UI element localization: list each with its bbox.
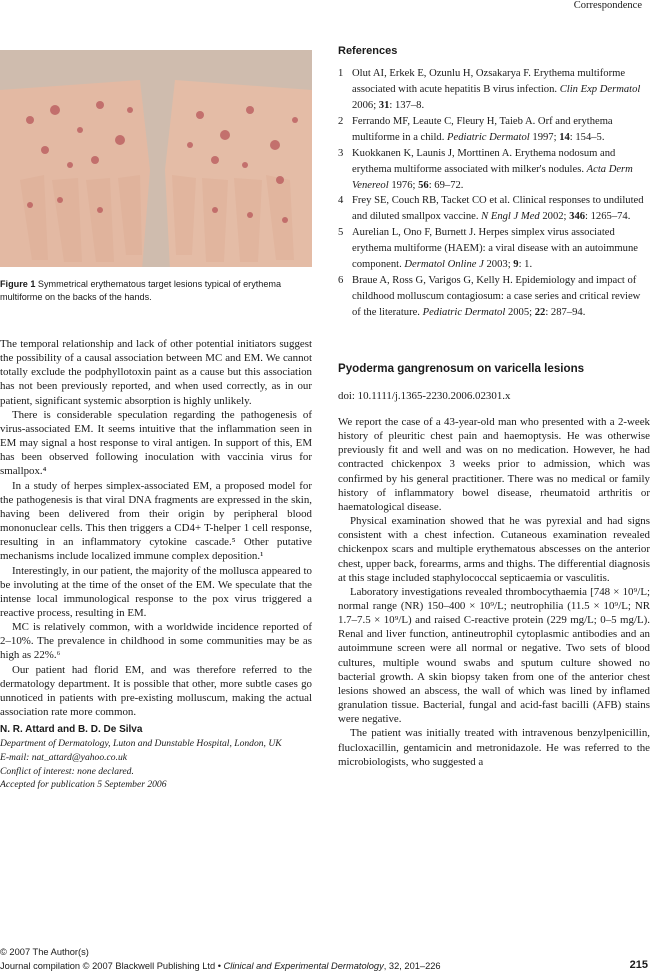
figure-hands-photo — [0, 50, 312, 267]
footer-journal-line — [0, 961, 650, 971]
reference-journal: Pediatric Dermatol — [422, 306, 506, 318]
reference-volume: 9 — [513, 259, 519, 271]
reference-text: Braue A, Ross G, Varigos G, Kelly H. Epidemiology and impact of childhood molluscum contagiosum: a case series and critical review of the literature. — [352, 274, 641, 318]
reference-journal: Clin Exp Dermatol — [559, 84, 641, 96]
figure-label: Figure 1 — [0, 279, 36, 289]
footer-publisher: Journal compilation © 2007 Blackwell Publishing Ltd • — [0, 961, 224, 971]
running-head: Correspondence — [573, 0, 642, 11]
reference-number: 5 — [338, 227, 344, 239]
accepted-date: Accepted for publication 5 September 2006 — [0, 779, 167, 791]
reference-item — [338, 66, 650, 114]
paragraph: MC is relatively common, with a worldwide incidence reported of 2–10%. The prevalence in childhood in some communities may be as high as 22%.⁶ — [0, 621, 312, 662]
reference-item — [338, 273, 650, 321]
reference-number: 6 — [338, 274, 344, 286]
footer-journal-name: Clinical and Experimental Dermatology — [223, 961, 384, 971]
paragraph: Interestingly, in our patient, the majority of the mollusca appeared to be involuting at the time of the onset of the EM. We speculate that the intense local immunological response to the pox virus triggered a reactive process, resulting in EM. — [0, 564, 312, 619]
paragraph: There is considerable speculation regarding the pathogenesis of virus-associated EM. It seems intuitive that the inflammation seen in EM may signal a host response to viral antigen. In support of this, EM has been observed following inoculation with vaccinia virus for smallpox.⁴ — [0, 408, 312, 478]
footer-volume-pages: , 32, 201–226 — [383, 961, 441, 971]
left-column — [0, 50, 312, 792]
reference-year: 1997; — [532, 131, 557, 143]
reference-volume: 31 — [378, 99, 390, 111]
reference-item — [338, 225, 650, 273]
reference-year: 2006; — [352, 99, 377, 111]
paragraph: The temporal relationship and lack of other potential initiators suggest the possibility of a causal association between MC and EM. We cannot totally exclude the podphyllotoxin paint as a cause but this association has not been previously reported, and when used correctly, as in our patient, significant systemic absorption is highly unlikely. — [0, 338, 312, 407]
reference-journal: N Engl J Med — [481, 211, 540, 223]
paragraph: Laboratory investigations revealed thrombocythaemia [748 × 10⁹/L; normal range (NR) 150–400 × 10⁹/L; neutrophilia (11.5 × 10⁹/L; NR 1.7–7.5 × 10⁹/L) and raised C-reactive protein (229 mg/L; 0–5 mg/L). Renal and liver function, antineutrophil cytoplasmic antibodies and an autoimmune screen were all normal or negative. Two sets of blood cultures, multiple wound swabs and sputum culture showed no bacterial growth. A skin biopsy taken from one of the anterior chest lesions showed an abscess, the wall of which was lined by inflamed granulation tissue. Bacterial, fungal and acid-fast bacilli (AFB) stains were negative. — [338, 585, 650, 726]
affiliation-email[interactable]: E-mail: nat_attard@yahoo.co.uk — [0, 751, 128, 763]
reference-item — [338, 193, 650, 225]
reference-pages: : 137–8. — [389, 99, 425, 111]
reference-pages: : 287–94. — [545, 306, 586, 318]
reference-pages: : 69–72. — [428, 179, 464, 191]
reference-number: 1 — [338, 68, 344, 80]
figure-caption-text: Symmetrical erythematous target lesions typical of erythema multiforme on the backs of the hands. — [0, 279, 282, 302]
reference-number: 4 — [338, 195, 344, 207]
reference-pages: : 1265–74. — [585, 211, 631, 223]
reference-volume: 14 — [559, 131, 570, 143]
paragraph: We report the case of a 43-year-old man who presented with a 2-week history of pleuritic chest pain and haemoptysis. He was otherwise previously fit and well and was on no medication. However, he had contracted chickenpox 3 weeks prior to admission, which was confirmed by his general practitioner. There was no medical or family history of inflammatory bowel disease, rheumatoid arthritis or haematological disease. — [338, 415, 650, 513]
reference-number: 3 — [338, 147, 344, 159]
reference-year: 1976; — [391, 179, 416, 191]
reference-item — [338, 146, 650, 194]
section-title: Pyoderma gangrenosum on varicella lesions — [338, 361, 585, 375]
reference-number: 2 — [338, 115, 344, 127]
reference-text: Aurelian L, Ono F, Burnett J. Herpes simplex virus associated erythema multiforme (HAEM): a viral disease with an autoimmune component. — [352, 227, 638, 271]
reference-text: Kuokkanen K, Launis J, Morttinen A. Erythema nodosum and erythema multiforme associated with milker's nodules. — [352, 147, 616, 175]
authors: N. R. Attard and B. D. De Silva — [0, 724, 143, 736]
paragraph: Physical examination showed that he was pyrexial and had signs consistent with a chest infection. Cutaneous examination revealed chickenpox scars and multiple erythematous abscesses on the anterior chest, upper back, forearms, arms and thighs. The differential diagnosis at this stage included staphylococcal septicaemia or vasculitis. — [338, 515, 650, 584]
reference-year: 2002; — [542, 211, 567, 223]
reference-journal: Dermatol Online J — [404, 259, 484, 271]
paragraph: The patient was initially treated with intravenous benzylpenicillin, flucloxacillin, gentamicin and metronidazole. He was referred to the microbiologists, who suggested a — [338, 727, 650, 768]
doi[interactable]: doi: 10.1111/j.1365-2230.2006.02301.x — [338, 389, 511, 402]
references-list — [338, 66, 650, 321]
reference-journal: Pediatric Dermatol — [447, 131, 530, 143]
hands-illustration — [0, 50, 312, 267]
reference-item — [338, 114, 650, 146]
footer-copyright: © 2007 The Author(s) — [0, 947, 89, 957]
paragraph: In a study of herpes simplex-associated EM, a proposed model for the pathogenesis is that viral DNA fragments are expressed in the skin, having been delivered from their origin by peripheral blood mononuclear cells. This then triggers a CD4+ T-helper 1 cell response, resulting in an inflammatory cytokine cascade.⁵ Other putative mechanisms include localized immune complex deposition.¹ — [0, 479, 312, 563]
references-heading: References — [338, 45, 398, 57]
reference-year: 2005; — [507, 306, 533, 318]
reference-volume: 56 — [418, 179, 429, 191]
conflict-of-interest: Conflict of interest: none declared. — [0, 765, 134, 777]
reference-pages: : 1. — [518, 259, 533, 271]
reference-pages: : 154–5. — [569, 131, 605, 143]
reference-journal: Acta Derm Venereol — [352, 163, 633, 191]
paragraph: Our patient had florid EM, and was therefore referred to the dermatology department. It is possible that other, more subtle cases go unnoticed in patients with pre-existing molluscum, making the actual association rate more common. — [0, 663, 312, 719]
right-body-text — [338, 415, 650, 769]
left-body-text — [0, 337, 312, 719]
figure-caption — [0, 278, 312, 303]
reference-text: Olut AI, Erkek E, Ozunlu H, Ozsakarya F. Erythema multiforme associated with acute hepatitis B virus infection. — [352, 68, 626, 96]
reference-text: Ferrando MF, Leaute C, Fleury H, Taieb A. Orf and erythema multiforme in a child. — [352, 115, 613, 143]
reference-volume: 22 — [534, 306, 546, 318]
page-number: 215 — [629, 959, 648, 971]
right-column — [338, 44, 650, 769]
affiliation-dept: Department of Dermatology, Luton and Dunstable Hospital, London, UK — [0, 738, 282, 750]
reference-volume: 346 — [569, 211, 586, 223]
affiliation — [0, 737, 312, 791]
reference-text: Frey SE, Couch RB, Tacket CO et al. Clinical responses to undiluted and diluted smallpox vaccine. — [352, 195, 644, 223]
reference-year: 2003; — [486, 259, 511, 271]
